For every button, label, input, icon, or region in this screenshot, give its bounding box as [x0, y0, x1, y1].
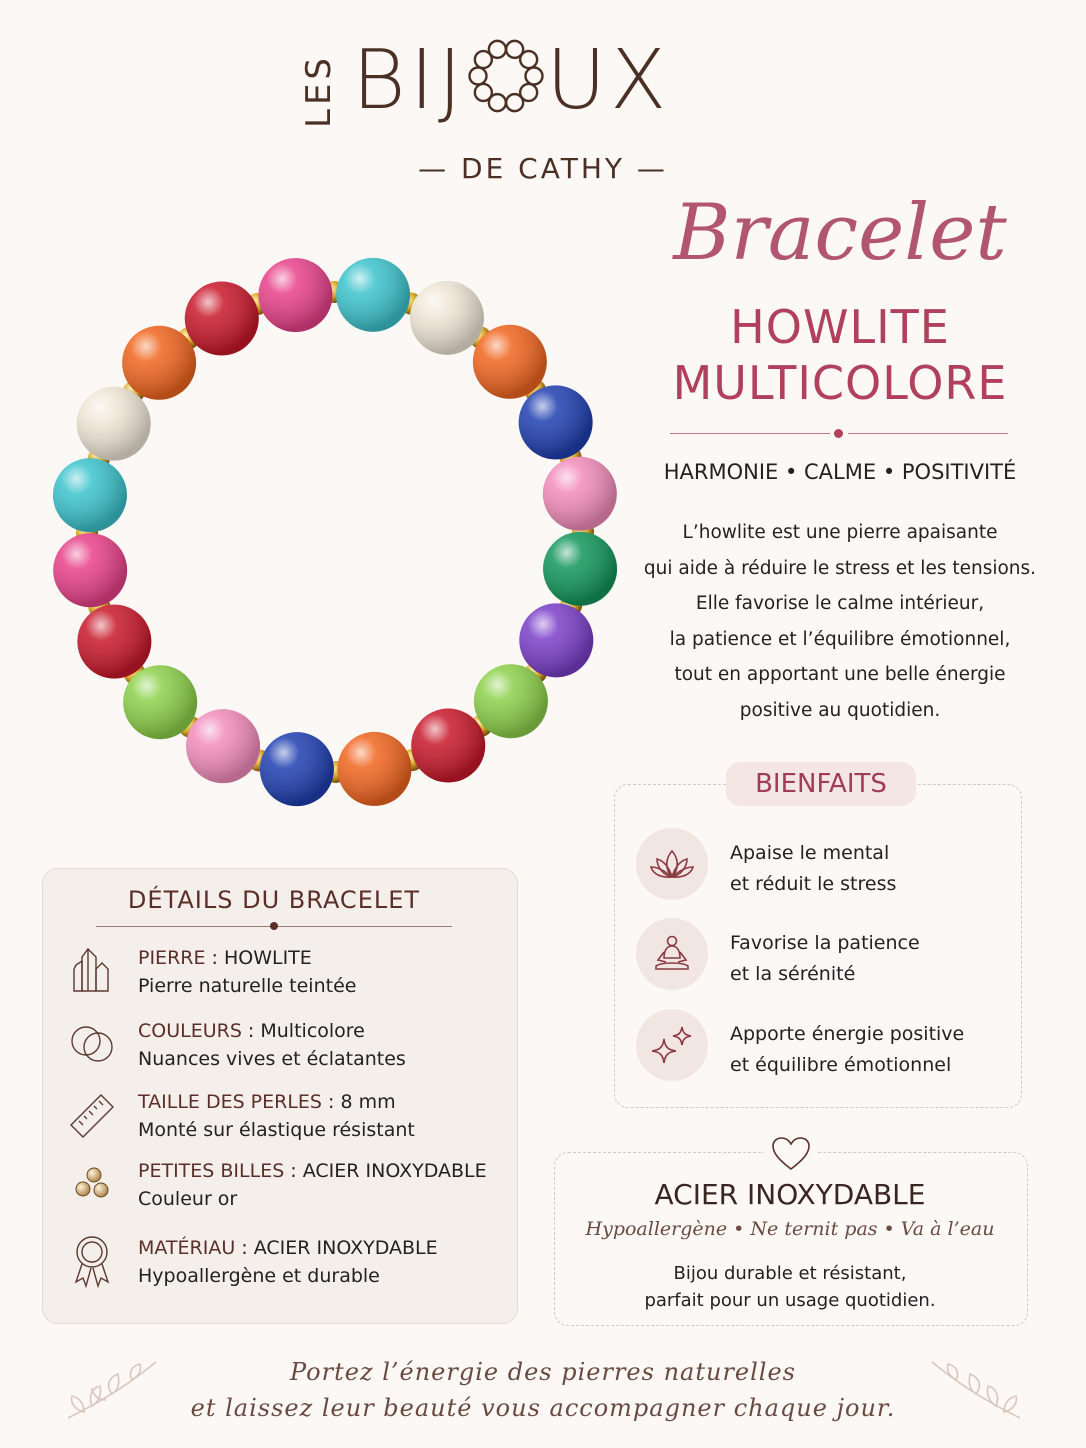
footer-quote — [0, 1354, 1086, 1426]
detail-value: HOWLITE — [223, 947, 312, 969]
bead-shine — [53, 458, 127, 532]
detail-item-taille: TAILLE DES PERLES : 8 mm Monté sur élastique résistant — [62, 1088, 512, 1148]
bienfait-item — [636, 828, 1016, 908]
bead-shine — [77, 605, 151, 679]
ruler-icon — [62, 1088, 122, 1140]
details-divider-dot — [270, 922, 278, 930]
logo-bijoux-start: BIJ — [352, 33, 467, 128]
description-line: la patience et l’équilibre émotionnel, — [669, 628, 1011, 650]
acier-subtitle: Hypoallergène • Ne ternit pas • Va à l’eau — [585, 1218, 995, 1240]
logo-bijoux — [352, 33, 671, 128]
bead-shine — [123, 665, 197, 739]
badge-icon — [62, 1234, 122, 1286]
detail-item-couleurs: COULEURS : Multicolore Nuances vives et éclatantes — [62, 1017, 512, 1077]
circles-icon — [62, 1017, 122, 1069]
detail-label: PETITES BILLES — [138, 1160, 285, 1182]
detail-note: Hypoallergène et durable — [138, 1265, 380, 1287]
detail-note: Nuances vives et éclatantes — [138, 1048, 406, 1070]
bead-shine — [185, 281, 259, 355]
bead-shine — [410, 281, 484, 355]
bead-shine — [260, 732, 334, 806]
bienfaits-title: BIENFAITS — [726, 762, 916, 806]
bead-ring — [53, 258, 617, 806]
acier-line-2: parfait pour un usage quotidien. — [644, 1290, 936, 1311]
footer-line-2: et laissez leur beauté vous accompagner chaque jour. — [190, 1394, 896, 1422]
bead-shine — [338, 732, 412, 806]
acier-line-1: Bijou durable et résistant, — [673, 1263, 907, 1284]
bead-shine — [519, 603, 593, 677]
bracelet-image — [20, 222, 650, 842]
bead-shine — [411, 709, 485, 783]
title-divider-left — [670, 433, 830, 434]
logo-bead — [475, 84, 492, 101]
bead-shine — [543, 532, 617, 606]
beads-icon — [62, 1157, 122, 1209]
description-line: L’howlite est une pierre apaisante — [682, 522, 998, 543]
detail-item-pierre: PIERRE : HOWLITE Pierre naturelle teintée — [62, 944, 512, 1004]
detail-note: Monté sur élastique résistant — [138, 1119, 415, 1141]
bead-shine — [53, 533, 127, 607]
logo-les-wrap — [296, 52, 336, 128]
bead-shine — [474, 664, 548, 738]
details-title: DÉTAILS DU BRACELET — [127, 886, 421, 914]
bienfait-line-2: et réduit le stress — [730, 873, 897, 895]
logo-les-text: LES — [299, 53, 336, 128]
logo-bijoux-text — [352, 33, 670, 128]
tagline: HARMONIE • CALME • POSITIVITÉ — [663, 460, 1017, 484]
sparkle-icon — [636, 1009, 708, 1081]
bienfait-line-1: Favorise la patience — [730, 932, 920, 954]
detail-label: MATÉRIAU — [138, 1237, 236, 1259]
meditation-icon — [636, 918, 708, 990]
detail-item-materiau: MATÉRIAU : ACIER INOXYDABLE Hypoallergène et durable — [62, 1234, 512, 1294]
logo-subtitle: — DE CATHY — — [418, 152, 668, 185]
bienfait-item — [636, 1009, 1016, 1089]
detail-label: PIERRE — [138, 947, 206, 969]
acier-title: ACIER INOXYDABLE — [654, 1178, 926, 1211]
heart-icon — [764, 1134, 818, 1174]
detail-value: ACIER INOXYDABLE — [302, 1160, 487, 1182]
lotus-icon — [636, 828, 708, 900]
title-divider-dot — [834, 429, 843, 438]
bead-shine — [122, 326, 196, 400]
detail-value: ACIER INOXYDABLE — [253, 1237, 438, 1259]
bienfait-line-2: et équilibre émotionnel — [730, 1054, 952, 1076]
bead-shine — [336, 258, 410, 332]
logo-bead — [506, 94, 523, 111]
bead-shine — [473, 325, 547, 399]
footer-line-1: Portez l’énergie des pierres naturelles — [290, 1358, 796, 1386]
acier-description — [554, 1260, 1026, 1314]
bead-shine — [519, 385, 593, 459]
detail-note: Couleur or — [138, 1188, 238, 1210]
logo-bead — [526, 68, 543, 85]
logo-bead — [520, 51, 537, 68]
bead-shine — [258, 258, 332, 332]
detail-item-billes: PETITES BILLES : ACIER INOXYDABLE Couleur or — [62, 1157, 512, 1217]
crystal-icon — [62, 944, 122, 996]
logo-bijoux-end: UX — [546, 33, 671, 128]
detail-value: 8 mm — [340, 1091, 396, 1113]
detail-label: TAILLE DES PERLES — [138, 1091, 322, 1113]
bienfait-item — [636, 918, 1016, 998]
detail-label: COULEURS — [138, 1020, 242, 1042]
bead-shine — [77, 387, 151, 461]
title-divider-right — [848, 433, 1008, 434]
bead-shine — [543, 457, 617, 531]
logo-o-beads — [468, 40, 544, 110]
bienfait-line-2: et la sérénité — [730, 963, 856, 985]
bienfait-line-1: Apaise le mental — [730, 842, 890, 864]
title-line-2: MULTICOLORE — [672, 356, 1008, 410]
description-line: tout en apportant une belle énergie — [674, 664, 1006, 685]
title-script: Bracelet — [673, 188, 1007, 278]
logo-les-mark — [296, 52, 336, 128]
description — [630, 515, 1050, 728]
description-line: qui aide à réduire le stress et les tensions. — [643, 557, 1037, 579]
detail-note: Pierre naturelle teintée — [138, 975, 357, 997]
bead-shine — [186, 709, 260, 783]
logo-bead — [489, 41, 506, 58]
title-line-1: HOWLITE — [730, 300, 950, 354]
bienfait-line-1: Apporte énergie positive — [730, 1023, 965, 1045]
detail-value: Multicolore — [260, 1020, 365, 1042]
description-line: positive au quotidien. — [739, 699, 941, 721]
description-line: Elle favorise le calme intérieur, — [695, 593, 985, 614]
logo-bead — [470, 68, 487, 85]
